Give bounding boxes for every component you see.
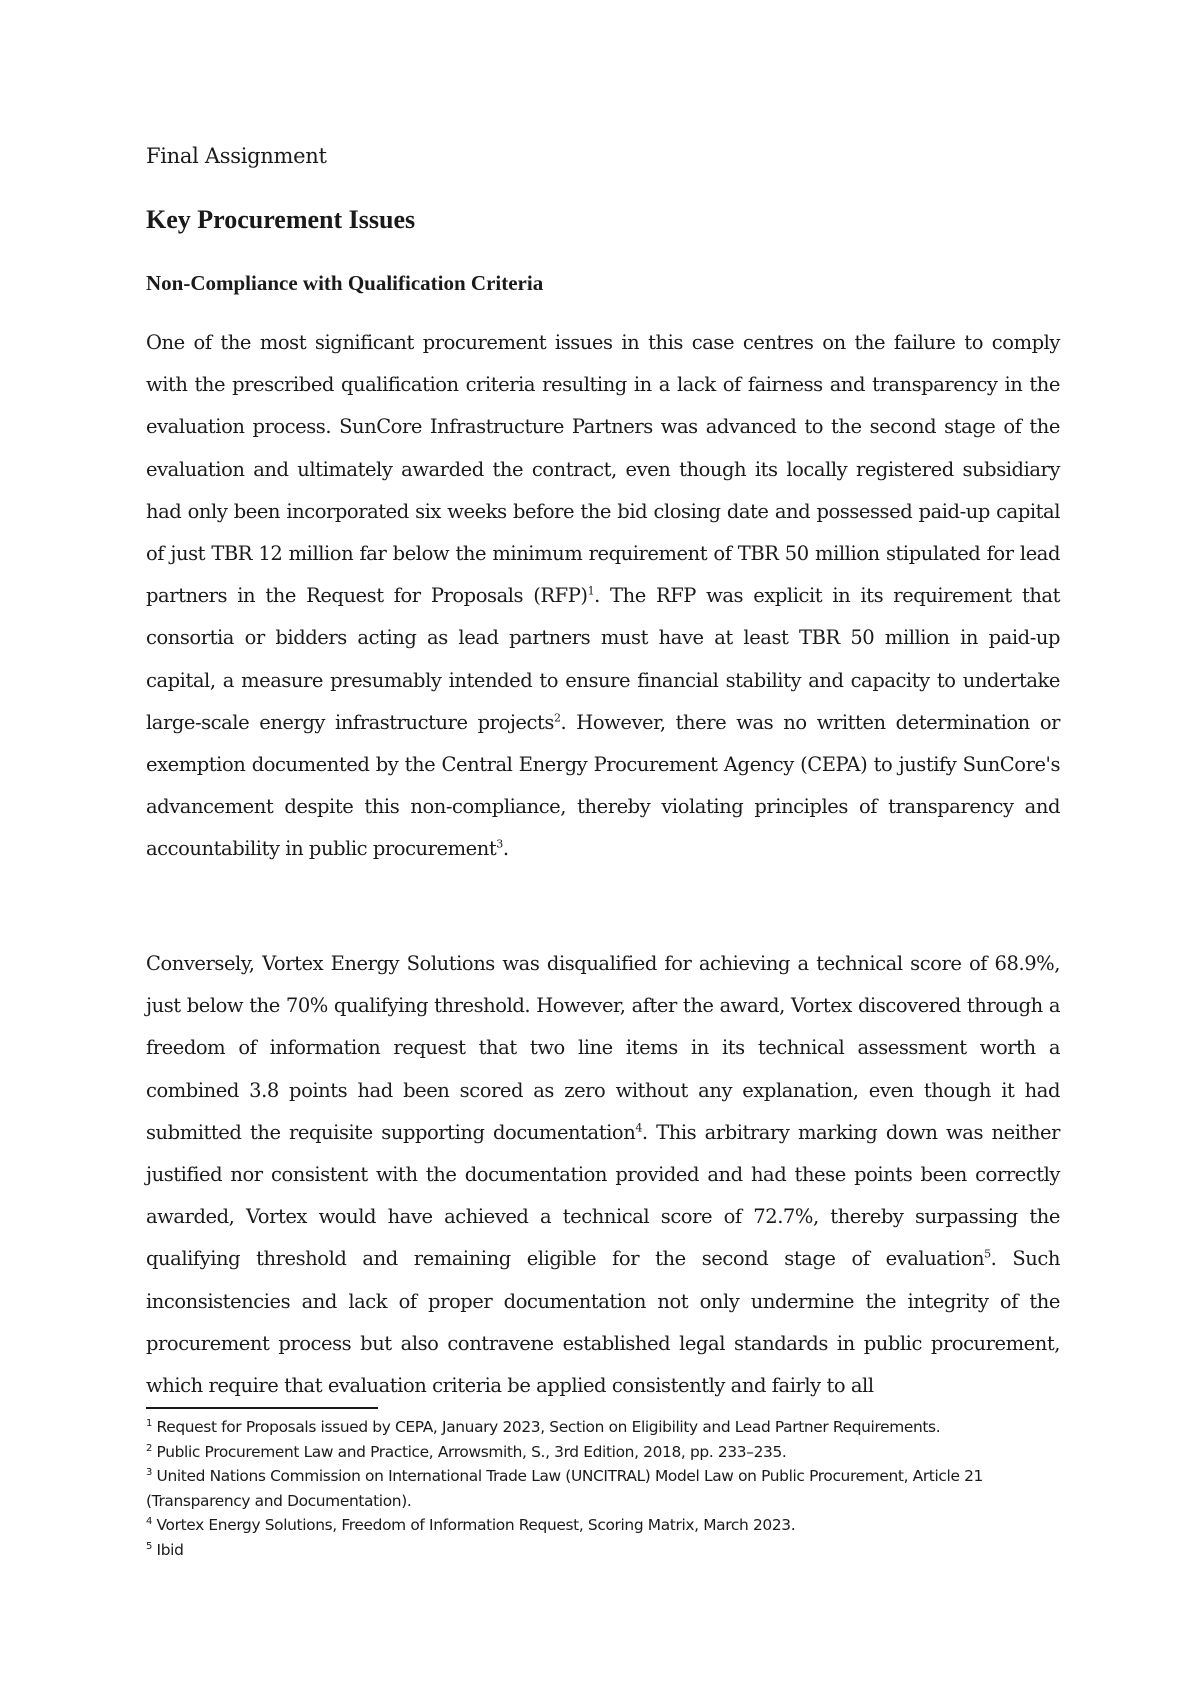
paragraph-text: . However, there was no written determination or exemption documented by the Central Energy Procurement Agency (CEPA) to justify SunCore's advancement despite this non-compliance, thereby violating principles of transparency and accountability in public procurement [146, 710, 1060, 861]
footnotes [146, 1415, 1060, 1563]
footnote-text: Request for Proposals issued by CEPA, January 2023, Section on Eligibility and Lead Partner Requirements. [152, 1418, 941, 1436]
body-paragraph [146, 943, 1060, 1407]
footnote-reference[interactable]: 4 [635, 1121, 642, 1135]
footnote-reference[interactable]: 1 [587, 584, 595, 598]
footnote-reference[interactable]: 2 [553, 711, 561, 725]
footnote-text: Public Procurement Law and Practice, Arrowsmith, S., 3rd Edition, 2018, pp. 233–235. [152, 1442, 787, 1461]
footnote-number: 2 [146, 1442, 153, 1454]
paragraph-text: . [502, 837, 509, 861]
footnote-text: United Nations Commission on International Trade Law (UNCITRAL) Model Law on Public Procurement, Article 21 (Transparency and Documentation). [146, 1467, 984, 1510]
footnote [146, 1415, 1060, 1440]
footnote-reference[interactable]: 3 [496, 837, 503, 851]
footnote-number: 3 [146, 1467, 153, 1479]
footnote [146, 1440, 1060, 1465]
footnote-number: 1 [146, 1417, 153, 1429]
footnote-text: Vortex Energy Solutions, Freedom of Information Request, Scoring Matrix, March 2023. [152, 1516, 796, 1535]
footnote [146, 1538, 1060, 1563]
paragraph-text: . The RFP was explicit in its requirement that consortia or bidders acting as lead partners must have at least TBR 50 million in paid-up capital, a measure presumably intended to ensure financial stability and capacity to undertake large-scale energy infrastructure projects [146, 584, 1060, 734]
footnote [146, 1464, 1060, 1513]
subsection-heading: Non-Compliance with Qualification Criteria [146, 271, 544, 295]
footnote-number: 5 [146, 1540, 153, 1552]
paragraph-text: One of the most significant procurement issues in this case centres on the failure to comply with the prescribed qualification criteria resulting in a lack of fairness and transparency in the evaluation process. SunCore Infrastructure Partners was advanced to the second stage of the evaluation and ultimately awarded the contract, even though its locally registered subsidiary had only been incorporated six weeks before the bid closing date and possessed paid-up capital of just TBR 12 million far below the minimum requirement of TBR 50 million stipulated for lead partners in the Request for Proposals (RFP) [146, 331, 1060, 608]
section-heading: Key Procurement Issues [146, 205, 416, 234]
footnote [146, 1513, 1060, 1538]
footnote-text: Ibid [152, 1540, 184, 1559]
paragraph-text: . This arbitrary marking down was neither justified nor consistent with the documentation provided and had these points been correctly awarded, Vortex would have achieved a technical score of 72.7%, thereby surpassing the qualifying threshold and remaining eligible for the second stage of evaluation [146, 1120, 1060, 1271]
paragraph-text: . Such inconsistencies and lack of proper documentation not only undermine the integrity of the procurement process but also contravene established legal standards in public procurement, which require that evaluation criteria be applied consistently and fairly to all [146, 1247, 1060, 1398]
paragraph-text: Conversely, Vortex Energy Solutions was disqualified for achieving a technical score of 68.9%, just below the 70% qualifying threshold. However, after the award, Vortex discovered through a freedom of information request that two line items in its technical assessment worth a combined 3.8 points had been scored as zero without any explanation, even though it had submitted the requisite supporting documentation [146, 952, 1060, 1144]
footnote-reference[interactable]: 5 [984, 1247, 991, 1261]
footnote-number: 4 [146, 1516, 153, 1528]
body-paragraph [146, 322, 1060, 871]
footnote-separator [146, 1407, 378, 1409]
document-label: Final Assignment [146, 144, 327, 168]
